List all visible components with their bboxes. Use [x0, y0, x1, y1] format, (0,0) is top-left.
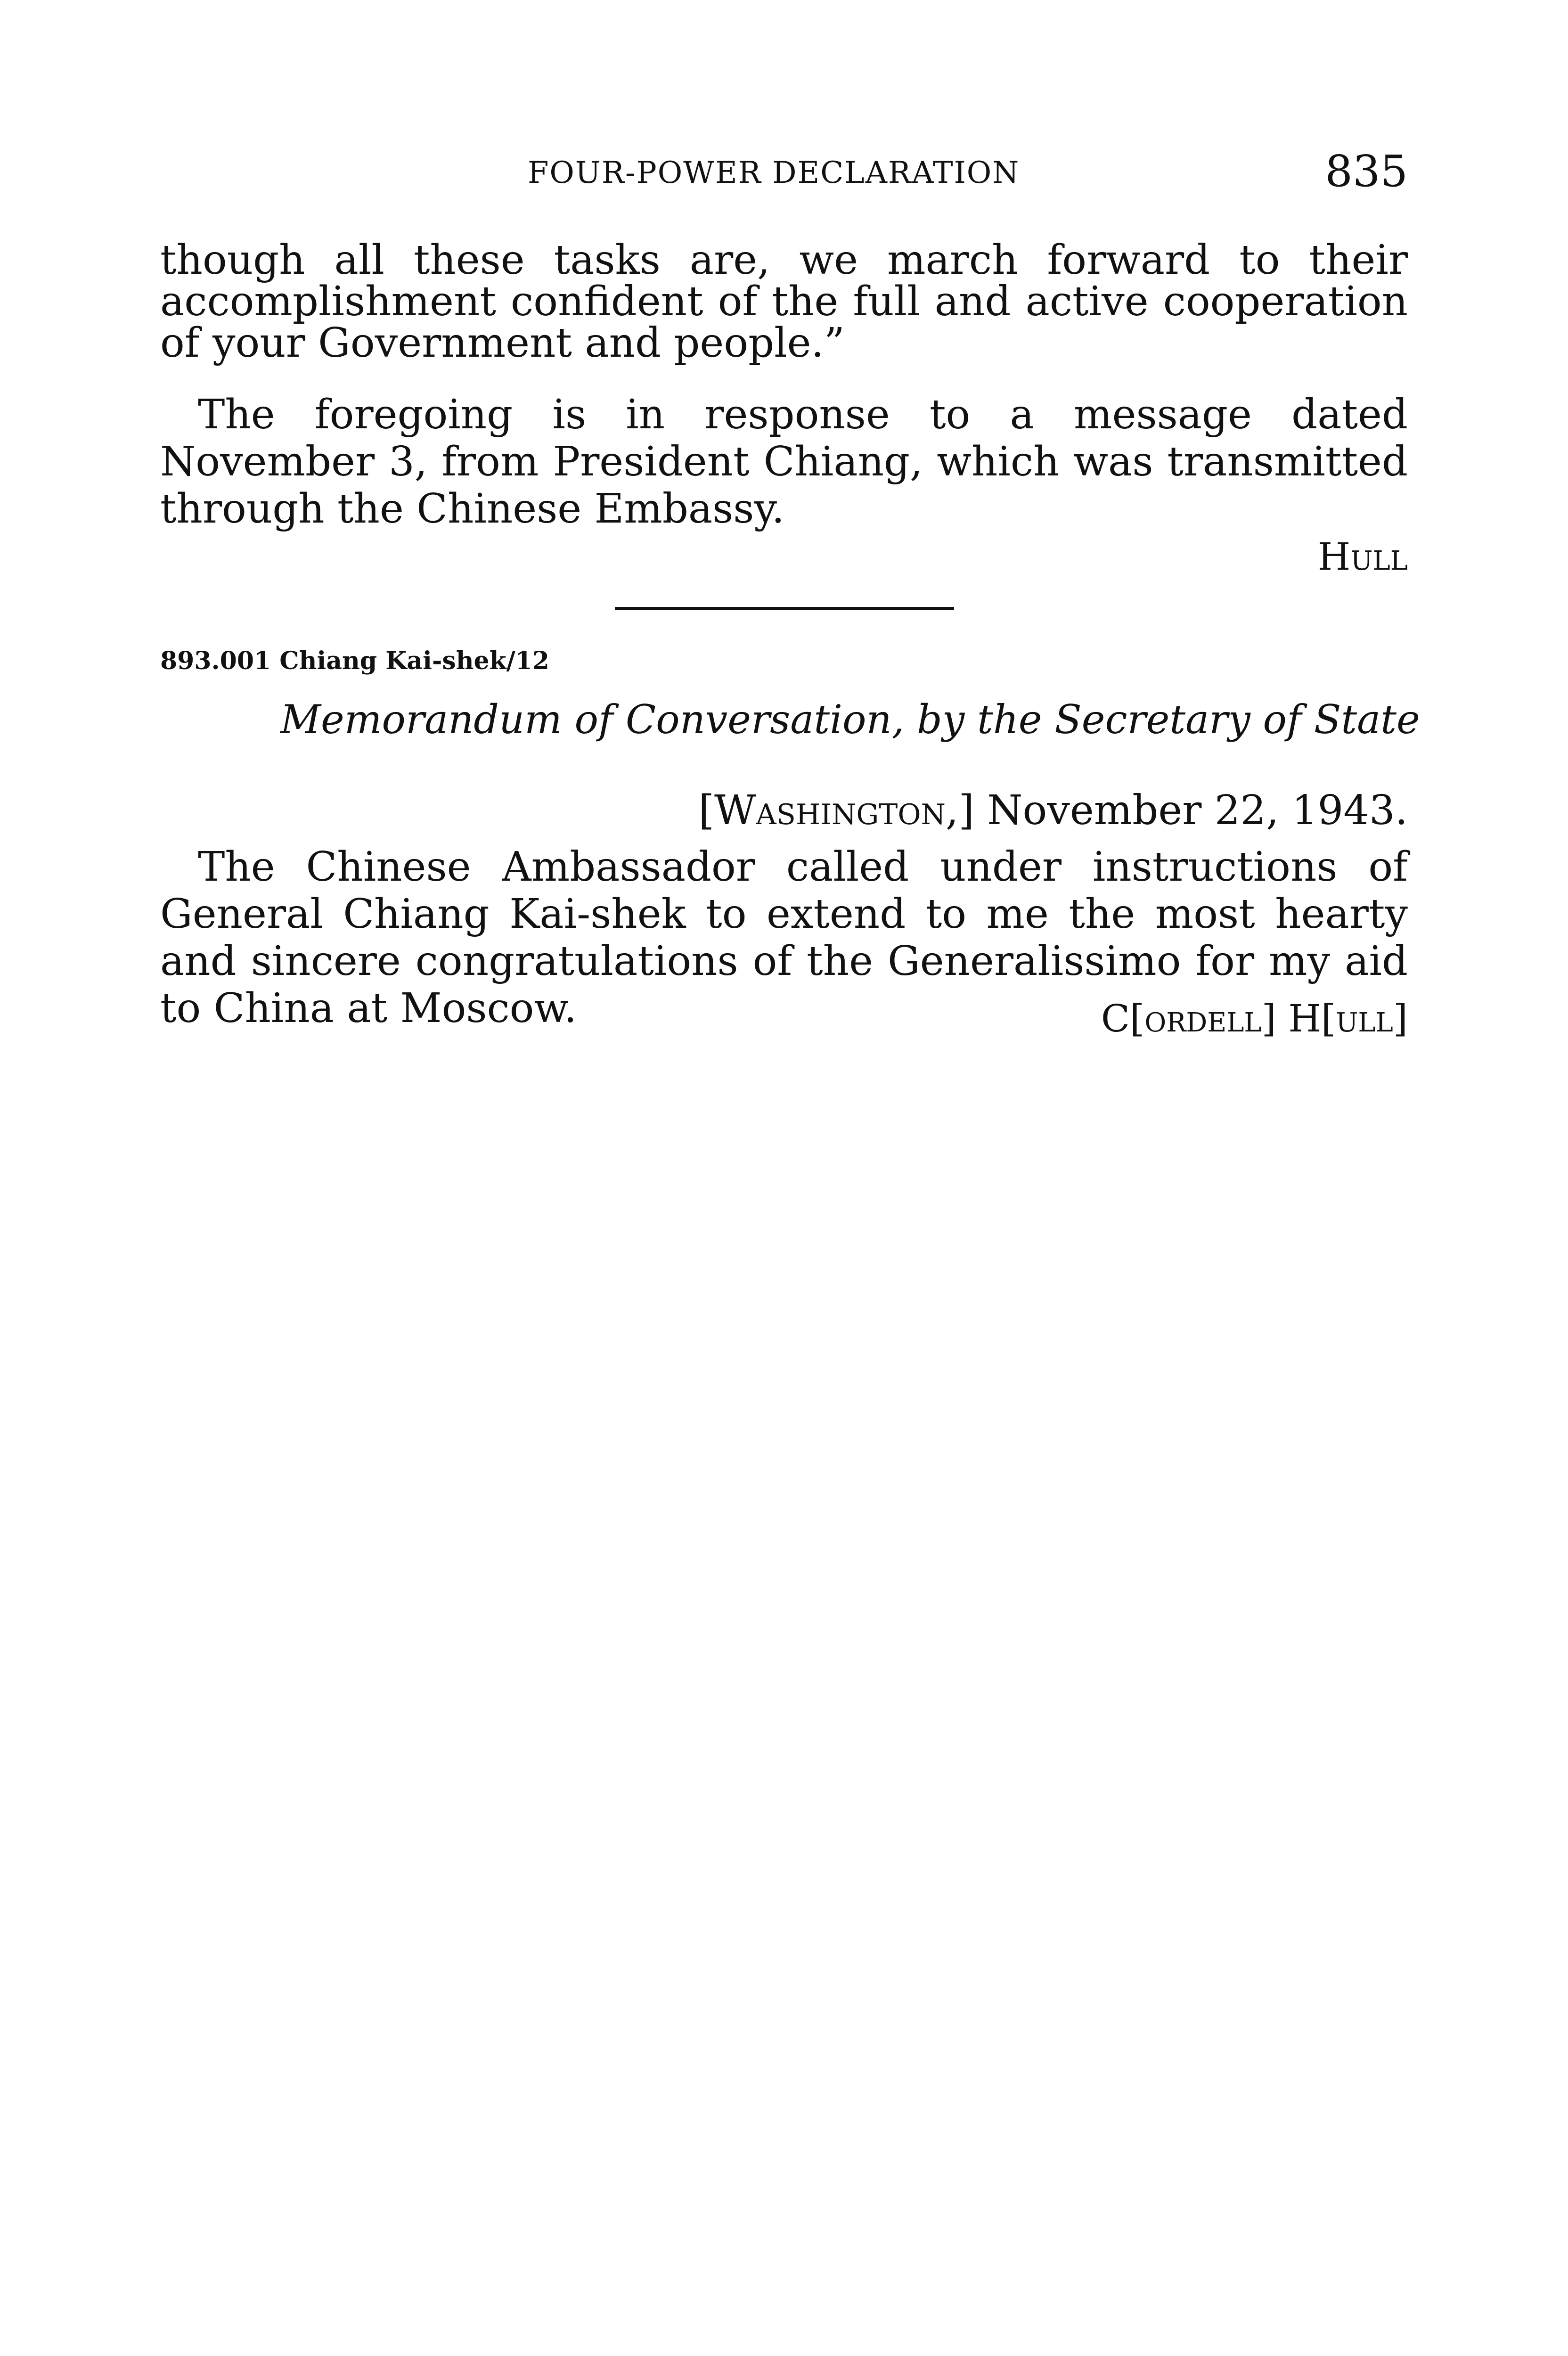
- document-title: Memorandum of Conversation, by the Secretary of State: [280, 696, 1420, 743]
- signature: C[ordell] H[ull]: [1101, 997, 1408, 1040]
- signature-name-part: ordell: [1144, 997, 1262, 1040]
- signature-name-part: ull: [1336, 997, 1393, 1040]
- dateline-bracket-close: ]: [958, 787, 974, 834]
- dateline-date: November 22, 1943.: [974, 787, 1408, 834]
- running-head: FOUR-POWER DECLARATION: [528, 155, 1020, 190]
- signature-initial: H: [1288, 997, 1321, 1040]
- body-paragraph: The foregoing is in response to a message dated November 3, from President Chiang, which was transmitted through the Chinese Embassy.: [160, 391, 1408, 532]
- signature: Hull: [1317, 535, 1408, 579]
- dateline-place: Washington,: [714, 787, 959, 834]
- body-paragraph: The Chinese Ambassador called under instructions of General Chiang Kai-shek to extend to me the most hearty and sincere congratulations of the Generalissimo for my aid to China at Moscow.: [160, 843, 1408, 1032]
- signature-initial: C: [1101, 997, 1130, 1040]
- file-number: 893.001 Chiang Kai-shek/12: [160, 646, 549, 675]
- page-number: 835: [1325, 146, 1408, 196]
- dateline-bracket-open: [: [698, 787, 715, 834]
- body-paragraph: though all these tasks are, we march forward to their accomplishment confident of the full and active cooperation of your Government and people.”: [160, 237, 1408, 367]
- dateline: [698, 787, 1408, 834]
- section-divider: [615, 607, 954, 610]
